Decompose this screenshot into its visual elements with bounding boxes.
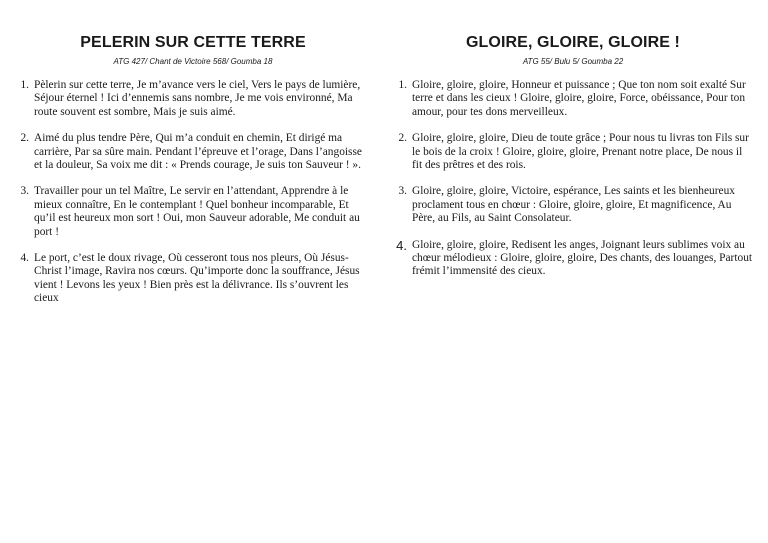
verse-text: Travailler pour un tel Maître, Le servir en l’attendant, Apprendre à le mieux connaître, En le contemplant ! Quel bonheur incomparable, Et qu’il est heureux mon sort ! Oui, mon Sauveur adorable, Me conduit au port !: [34, 185, 360, 238]
verse-number: 1.: [398, 79, 407, 91]
verse-item: [392, 185, 754, 225]
verse-number: 3.: [398, 185, 407, 198]
verse-text: Pèlerin sur cette terre, Je m’avance vers le ciel, Vers le pays de lumière, Séjour éternel ! Ici d’ennemis sans nombre, Je me vois environné, Ma route souvent est sombre, Mais je suis aimé.: [34, 79, 361, 118]
verse-text: Gloire, gloire, gloire, Dieu de toute grâce ; Pour nous tu livras ton Fils sur le bois de la croix ! Gloire, gloire, gloire, Prenant notre place, De nous il fit des prêtres et des rois.: [412, 132, 749, 172]
left-hymn: [14, 34, 372, 319]
verse-item: [392, 132, 754, 172]
verse-text: Aimé du plus tendre Père, Qui m’a conduit en chemin, Et dirigé ma carrière, Par sa sûre main. Pendant l’épreuve et l’orage, Dans l’angoisse et la douleur, Sa voix me dit : « Prends courage, Je suis ton Sauveur ! ».: [34, 132, 362, 172]
verse-item: [392, 239, 754, 279]
verse-text: Gloire, gloire, gloire, Honneur et puissance ; Que ton nom soit exalté Sur terre et dans les cieux ! Gloire, gloire, gloire, Force, obéissance, Pour ton amour, pour tes dons merveilleux.: [412, 79, 746, 118]
hymn-references: ATG 427/ Chant de Victoire 568/ Goumba 18: [113, 57, 273, 66]
verse-text: Gloire, gloire, gloire, Redisent les anges, Joignant leurs sublimes voix au chœur mélodieux : Gloire, gloire, gloire, Des chants, des louanges, Partout frémit l’immensité des cieux.: [412, 238, 753, 278]
verse-item: [14, 185, 372, 239]
verse-text: Gloire, gloire, gloire, Victoire, espérance, Les saints et les bienheureux proclament tous en chœur : Gloire, gloire, gloire, Et magnificence, Au Père, au Fils, au Saint Consolateur.: [412, 185, 735, 225]
verse-number: 4.: [396, 237, 407, 253]
hymn-references: ATG 55/ Bulu 5/ Goumba 22: [522, 57, 624, 66]
hymn-title: PELERIN SUR CETTE TERRE: [80, 34, 306, 51]
verse-number: 3.: [20, 185, 29, 198]
verse-item: [392, 79, 754, 119]
verse-number: 2.: [398, 132, 407, 145]
verse-list: [14, 79, 372, 306]
verse-text: Le port, c’est le doux rivage, Où cesseront tous nos pleurs, Où Jésus-Christ l’image, Ravira nos cœurs. Qu’importe donc la souffrance, Jésus vient ! Levons les yeux ! Bien près est la délivrance. Ils s’ouvrent les cieux: [34, 252, 360, 305]
verse-list: [392, 79, 754, 279]
verse-item: [14, 252, 372, 306]
verse-item: [14, 132, 372, 172]
right-hymn: [392, 34, 754, 292]
verse-item: [14, 79, 372, 119]
verse-number: 4.: [20, 252, 29, 265]
verse-number: 2.: [20, 132, 29, 145]
verse-number: 1.: [20, 79, 29, 91]
hymn-title: GLOIRE, GLOIRE, GLOIRE !: [466, 34, 680, 51]
